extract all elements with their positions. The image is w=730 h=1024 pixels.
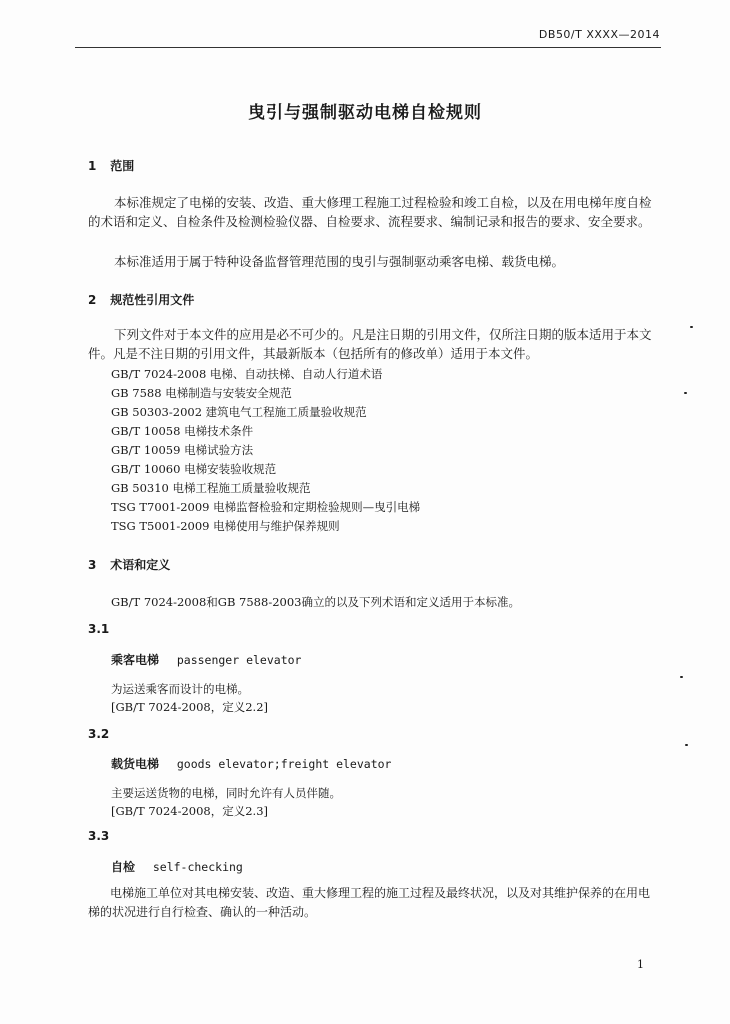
reference-item: GB 50310 电梯工程施工质量验收规范 <box>111 481 311 495</box>
term-chinese: 乘客电梯 <box>111 653 160 667</box>
term-entry <box>111 651 301 668</box>
clause-number: 3.2 <box>88 727 110 741</box>
term-english: goods elevator;freight elevator <box>176 757 392 771</box>
reference-item: TSG T7001-2009 电梯监督检验和定期检验规则—曳引电梯 <box>111 500 421 514</box>
scope-paragraph-2: 本标准适用于属于特种设备监督管理范围的曳引与强制驱动乘客电梯、载货电梯。 <box>114 254 565 269</box>
reference-item: GB/T 7024-2008 电梯、自动扶梯、自动人行道术语 <box>111 367 383 381</box>
scope-paragraph-1: 本标准规定了电梯的安装、改造、重大修理工程施工过程检验和竣工自检，以及在用电梯年度自检的术语和定义、自检条件及检测检验仪器、自检要求、流程要求、编制记录和报告的要求、安全要求。 <box>88 195 652 229</box>
terms-intro: GB/T 7024-2008和GB 7588-2003确立的以及下列术语和定义适用于本标准。 <box>111 595 520 609</box>
section-1-heading <box>88 157 134 174</box>
normative-intro: 下列文件对于本文件的应用是必不可少的。凡是注日期的引用文件，仅所注日期的版本适用于本文件。凡是不注日期的引用文件，其最新版本（包括所有的修改单）适用于本文件。 <box>88 327 652 361</box>
term-source: [GB/T 7024-2008，定义2.3] <box>111 804 269 818</box>
clause-number: 3.1 <box>88 622 110 636</box>
header-rule <box>75 47 661 48</box>
clause-number: 3.3 <box>88 829 110 843</box>
reference-item: GB/T 10059 电梯试验方法 <box>111 443 254 457</box>
document-title: 曳引与强制驱动电梯自检规则 <box>248 103 482 123</box>
term-definition: 为运送乘客而设计的电梯。 <box>111 682 249 696</box>
section-title: 规范性引用文件 <box>110 293 195 307</box>
reference-item: TSG T5001-2009 电梯使用与维护保养规则 <box>111 519 340 533</box>
term-chinese: 载货电梯 <box>111 757 160 771</box>
section-number: 2 <box>88 293 97 307</box>
term-source: [GB/T 7024-2008，定义2.2] <box>111 700 269 714</box>
scan-speck <box>684 392 687 394</box>
term-english: self-checking <box>152 860 243 874</box>
scan-speck <box>690 326 693 328</box>
term-definition: 电梯施工单位对其电梯安装、改造、重大修理工程的施工过程及最终状况，以及对其维护保养的在用电梯的状况进行自行检查、确认的一种活动。 <box>88 886 651 919</box>
scan-speck <box>685 744 688 746</box>
term-chinese: 自检 <box>111 860 136 874</box>
section-number: 3 <box>88 558 97 572</box>
section-number: 1 <box>88 159 97 173</box>
section-2-heading <box>88 291 194 308</box>
section-title: 范围 <box>110 159 135 173</box>
term-definition: 主要运送货物的电梯，同时允许有人员伴随。 <box>111 786 341 800</box>
scan-speck <box>680 676 683 678</box>
term-english: passenger elevator <box>176 653 302 667</box>
reference-item: GB 50303-2002 建筑电气工程施工质量验收规范 <box>111 405 367 419</box>
section-3-heading <box>88 556 170 573</box>
reference-item: GB/T 10060 电梯安装验收规范 <box>111 462 277 476</box>
reference-item: GB/T 10058 电梯技术条件 <box>111 424 254 438</box>
page-number: 1 <box>637 958 644 971</box>
term-entry <box>111 858 243 875</box>
section-title: 术语和定义 <box>110 558 171 572</box>
term-entry <box>111 755 391 772</box>
reference-item: GB 7588 电梯制造与安装安全规范 <box>111 386 292 400</box>
standard-code: DB50/T XXXX—2014 <box>538 28 660 41</box>
